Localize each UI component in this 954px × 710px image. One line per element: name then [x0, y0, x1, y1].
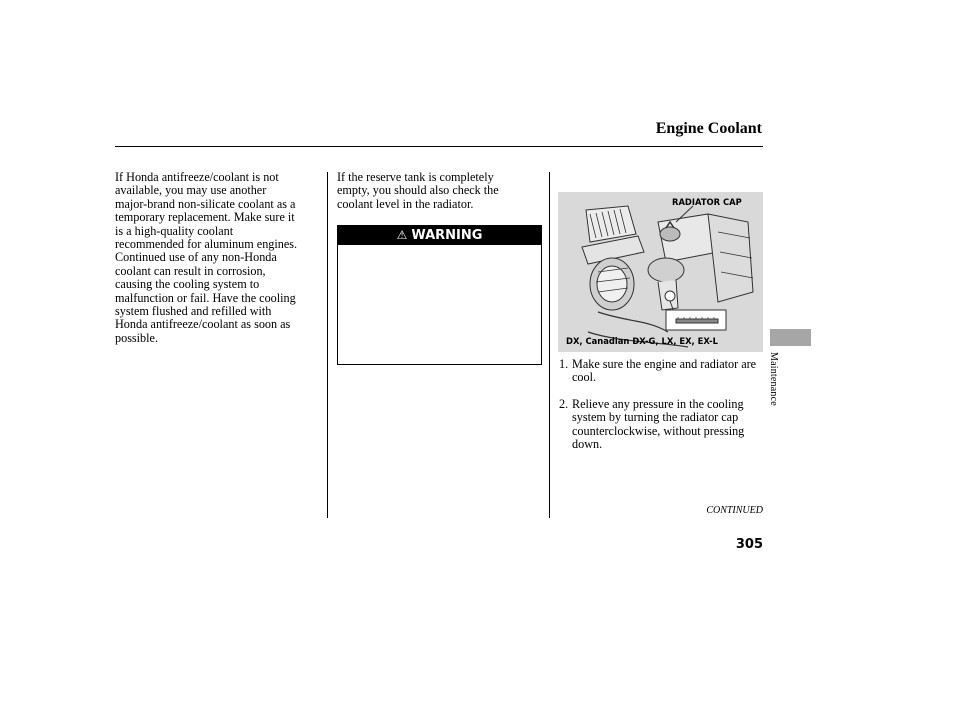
warning-box — [337, 225, 542, 365]
page-title: Engine Coolant — [655, 120, 762, 137]
procedure-steps — [559, 358, 764, 464]
warning-triangle-icon: ⚠ — [396, 228, 408, 242]
continued-marker: CONTINUED — [706, 505, 763, 516]
step-1 — [559, 358, 764, 385]
step-number: 1. — [559, 357, 569, 371]
step-text: Make sure the engine and radiator are cool. — [572, 357, 757, 385]
title-rule — [115, 146, 763, 147]
step-2 — [559, 398, 764, 452]
section-label-maintenance: Maintenance — [768, 352, 779, 406]
step-text: Relieve any pressure in the cooling system by turning the radiator cap counterclockwise, without pressing down. — [572, 396, 745, 452]
page-number: 305 — [735, 537, 763, 552]
reserve-tank-paragraph: If the reserve tank is completely empty, you should also check the coolant level in the radiator. — [337, 170, 499, 211]
column-divider-2 — [549, 172, 550, 518]
coolant-substitute-paragraph: If Honda antifreeze/coolant is not available, you may use another major-brand non-silicate coolant as a temporary replacement. Make sure it is a high-quality coolant recommended for aluminum engines. Continued use of any non-Honda coolant can result in corrosion, causing the cooling system to malfunction or fail. Have the cooling system flushed and refilled with Honda antifreeze/coolant as soon as possible. — [115, 170, 298, 345]
warning-label: WARNING — [411, 227, 483, 243]
column-divider-1 — [327, 172, 328, 518]
section-tab — [770, 329, 811, 346]
model-applicability-label: DX, Canadian DX-G, LX, EX, EX-L — [566, 336, 718, 346]
step-number: 2. — [559, 396, 569, 411]
engine-bay-illustration — [558, 192, 763, 352]
radiator-cap-label: RADIATOR CAP — [672, 197, 742, 207]
radiator-cap-figure — [558, 192, 763, 352]
warning-header — [337, 225, 542, 245]
